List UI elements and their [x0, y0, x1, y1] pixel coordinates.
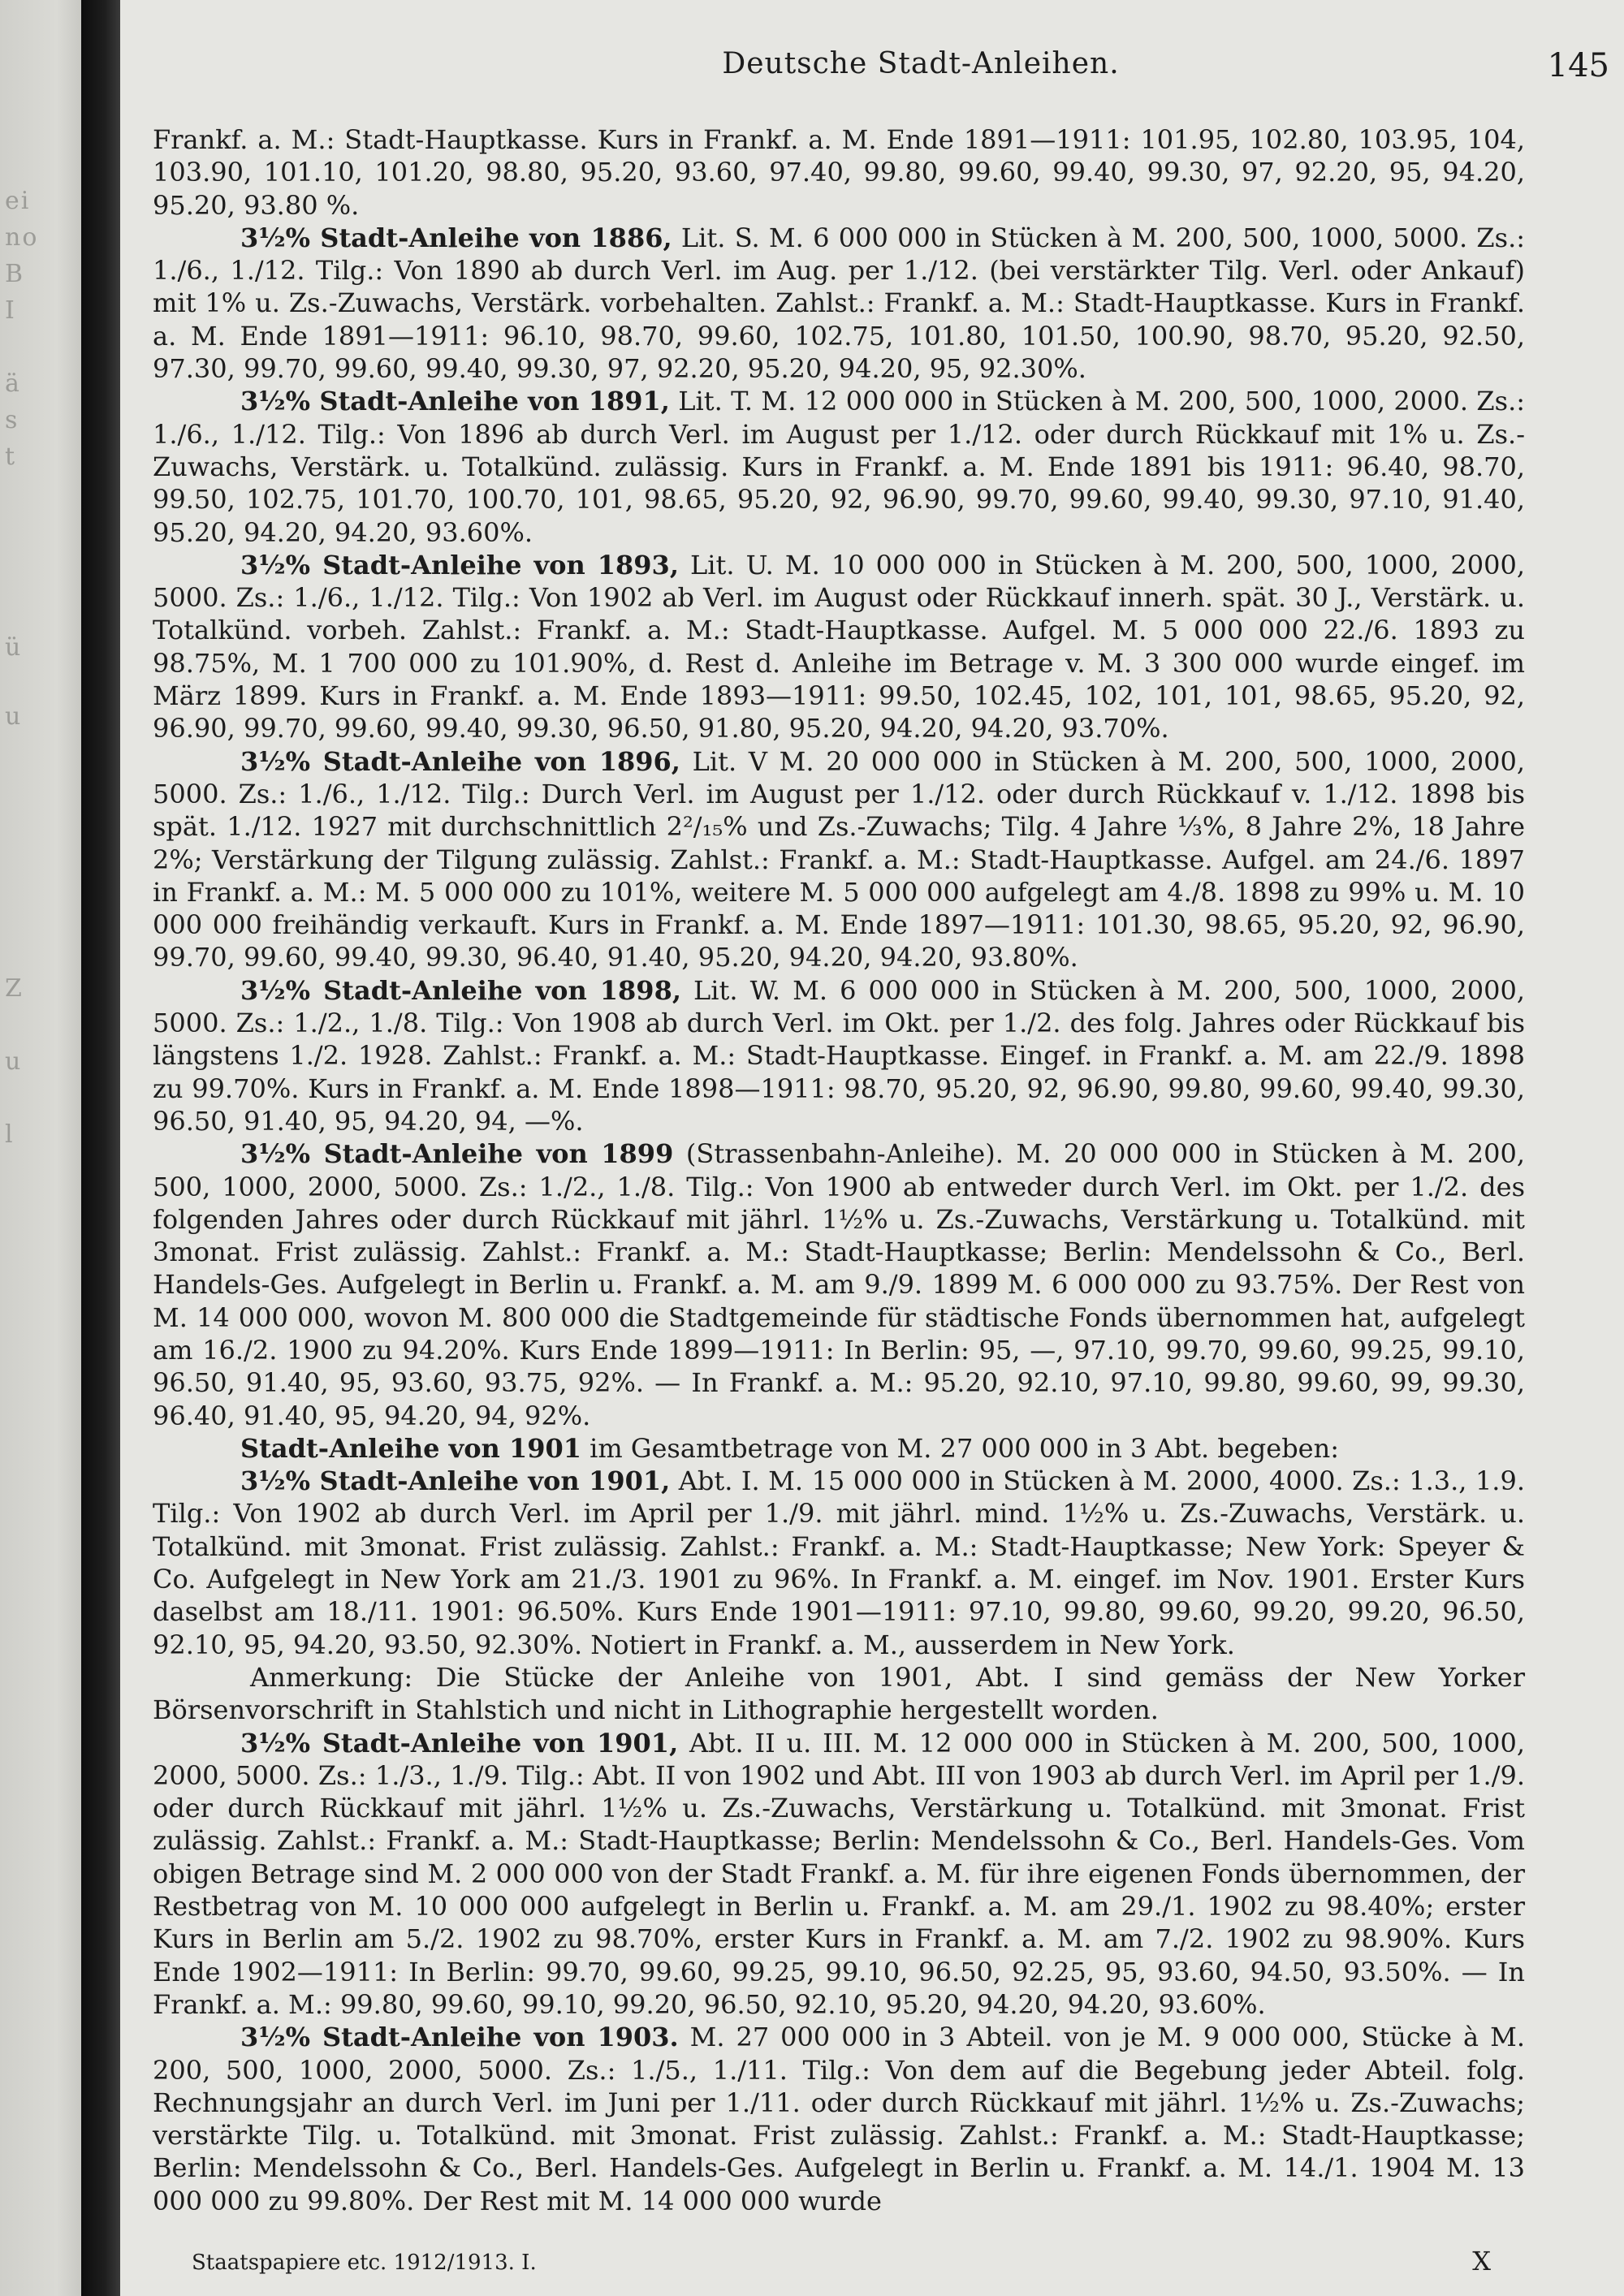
- entry-text: Frankf. a. M.: Stadt-Hauptkasse. Kurs in Frankf. a. M. Ende 1891—1911: 101.95, 102.80, 103.95, 104, 103.90, 101.10, 101.20, 98.80, 95.20, 93.60, 97.40, 99.80, 99.60, 99.40, 99.30, 97, 92.20, 95, 94.20, 95.20, 93.80 %.: [153, 124, 1525, 221]
- entry-anleihe-1896: [153, 745, 1525, 974]
- page-number: 145: [1547, 47, 1609, 84]
- entry-text: M. 27 000 000 in 3 Abteil. von je M. 9 000 000, Stücke à M. 200, 500, 1000, 2000, 5000. Zs.: 1./5., 1./11. Tilg.: Von dem auf die Begebung jeder Abteil. folg. Rechnungsjahr an durch Verl. im Juni per 1./11. oder durch Rückkauf mit jährl. 1½% u. Zs.-Zuwachs; verstärkte Tilg. u. Totalkünd. mit 3monat. Frist zulässig. Zahlst.: Frankf. a. M.: Stadt-Hauptkasse; Berlin: Mendelssohn & Co., Berl. Handels-Ges. Aufgelegt in Berlin u. Frankf. a. M. 14./1. 1904 M. 13 000 000 zu 99.80%. Der Rest mit M. 14 000 000 wurde: [153, 2022, 1526, 2216]
- adjacent-page-bleed: u: [5, 1047, 23, 1076]
- book-spine-shadow: [81, 0, 120, 2296]
- adjacent-page-bleed: I: [5, 296, 16, 325]
- entry-text: (Strassenbahn-Anleihe). M. 20 000 000 in Stücken à M. 200, 500, 1000, 2000, 5000. Zs.: 1./2., 1./8. Tilg.: Von 1900 ab entweder durch Verl. im Okt. per 1./2. des folgenden Jahres oder durch Rückkauf mit jährl. 1½% u. Zs.-Zuwachs, Verstärkung u. Totalkünd. mit 3monat. Frist zulässig. Zahlst.: Frankf. a. M.: Stadt-Hauptkasse; Berlin: Mendelssohn & Co., Berl. Handels-Ges. Aufgelegt in Berlin u. Frankf. a. M. am 9./9. 1899 M. 6 000 000 zu 93.75%. Der Rest von M. 14 000 000, wovon M. 800 000 die Stadtgemeinde für städtische Fonds übernommen hat, aufgelegt am 16./2. 1900 zu 94.20%. Kurs Ende 1899—1911: In Berlin: 95, —, 97.10, 99.70, 99.60, 99.25, 99.10, 96.50, 91.40, 95, 93.60, 93.75, 92%. — In Frankf. a. M.: 95.20, 92.10, 97.10, 99.80, 99.60, 99, 99.30, 96.40, 91.40, 95, 94.20, 94, 92%.: [153, 1138, 1526, 1431]
- entry-heading: 3½% Stadt-Anleihe von 1891,: [240, 386, 670, 417]
- adjacent-page-bleed: B: [5, 260, 25, 288]
- signature-mark: X: [1472, 2246, 1491, 2277]
- adjacent-page-bleed: u: [5, 702, 23, 731]
- entry-heading: 3½% Stadt-Anleihe von 1893,: [240, 549, 679, 580]
- entry-heading: 3½% Stadt-Anleihe von 1901,: [240, 1727, 679, 1759]
- adjacent-page-bleed: ä: [5, 369, 21, 398]
- body-text: [153, 123, 1525, 2217]
- entry-text: Lit. V M. 20 000 000 in Stücken à M. 200, 500, 1000, 2000, 5000. Zs.: 1./6., 1./12. Tilg.: Durch Verl. im August per 1./12. oder durch Rückkauf v. 1./12. 1898 bis spät. 1./12. 1927 mit durchschnittlich 2²/₁₅% und Zs.-Zuwachs; Tilg. 4 Jahre ⅓%, 8 Jahre 2%, 18 Jahre 2%; Verstärkung der Tilgung zulässig. Zahlst.: Frankf. a. M.: Stadt-Hauptkasse. Aufgel. am 24./6. 1897 in Frankf. a. M.: M. 5 000 000 zu 101%, weitere M. 5 000 000 aufgelegt am 4./8. 1898 zu 99% u. M. 10 000 000 freihändig verkauft. Kurs in Frankf. a. M. Ende 1897—1911: 101.30, 98.65, 95.20, 92, 96.90, 99.70, 99.60, 99.40, 99.30, 96.40, 91.40, 95.20, 94.20, 94.20, 93.80%.: [153, 745, 1526, 973]
- entry-anleihe-1901-summary: [153, 1432, 1525, 1465]
- document-page: [120, 0, 1624, 2296]
- entry-anleihe-1901-abt-1: [153, 1465, 1525, 1661]
- adjacent-page-bleed: ei: [5, 187, 31, 215]
- adjacent-page-margin: [0, 0, 81, 2296]
- entry-heading: 3½% Stadt-Anleihe von 1899: [240, 1138, 674, 1170]
- note-anmerkung: [153, 1661, 1525, 1727]
- entry-text: Lit. T. M. 12 000 000 in Stücken à M. 200, 500, 1000, 2000. Zs.: 1./6., 1./12. Tilg.: Von 1896 ab durch Verl. im August per 1./12. oder durch Rückkauf mit 1% u. Zs.-Zuwachs, Verstärk. u. Totalkünd. zulässig. Kurs in Frankf. a. M. Ende 1891 bis 1911: 96.40, 98.70, 99.50, 102.75, 101.70, 100.70, 101, 98.65, 95.20, 92, 96.90, 99.70, 99.60, 99.40, 99.30, 97.10, 91.40, 95.20, 94.20, 94.20, 93.60%.: [153, 386, 1526, 548]
- adjacent-page-bleed: s: [5, 406, 19, 434]
- adjacent-page-bleed: ü: [5, 633, 23, 662]
- entry-anleihe-1886: [153, 222, 1525, 385]
- entry-text: Lit. W. M. 6 000 000 in Stücken à M. 200, 500, 1000, 2000, 5000. Zs.: 1./2., 1./8. Tilg.: Von 1908 ab durch Verl. im Okt. per 1./2. des folg. Jahres oder Rückkauf bis längstens 1./2. 1928. Zahlst.: Frankf. a. M.: Stadt-Hauptkasse. Eingef. in Frankf. a. M. am 22./9. 1898 zu 99.70%. Kurs in Frankf. a. M. Ende 1898—1911: 98.70, 95.20, 92, 96.90, 99.80, 99.60, 99.40, 99.30, 96.50, 91.40, 95, 94.20, 94, —%.: [153, 974, 1526, 1137]
- series-title: Staatspapiere etc. 1912/1913. I.: [192, 2251, 537, 2275]
- entry-text: Lit. S. M. 6 000 000 in Stücken à M. 200, 500, 1000, 5000. Zs.: 1./6., 1./12. Tilg.: Von 1890 ab durch Verl. im Aug. per 1./12. (bei verstärkter Tilg. Verl. oder Ankauf) mit 1% u. Zs.-Zuwachs, Verstärk. vorbehalten. Zahlst.: Frankf. a. M.: Stadt-Hauptkasse. Kurs in Frankf. a. M. Ende 1891—1911: 96.10, 98.70, 99.60, 102.75, 101.80, 101.50, 100.90, 98.70, 95.20, 92.50, 97.30, 99.70, 99.60, 99.40, 99.30, 97, 92.20, 95.20, 94.20, 95, 92.30%.: [153, 222, 1526, 385]
- running-title: Deutsche Stadt-Anleihen.: [722, 47, 1120, 80]
- entry-anleihe-1898: [153, 974, 1525, 1137]
- note-text: Anmerkung: Die Stücke der Anleihe von 1901, Abt. I sind gemäss der New Yorker Börsenvorschrift in Stahlstich und nicht in Lithographie hergestellt worden.: [153, 1661, 1525, 1726]
- adjacent-page-bleed: Z: [5, 974, 24, 1003]
- adjacent-page-bleed: l: [5, 1120, 15, 1149]
- entry-text: Lit. U. M. 10 000 000 in Stücken à M. 200, 500, 1000, 2000, 5000. Zs.: 1./6., 1./12. Tilg.: Von 1902 ab Verl. im August oder Rückkauf innerh. spät. 30 J., Verstärk. u. Totalkünd. vorbeh. Zahlst.: Frankf. a. M.: Stadt-Hauptkasse. Aufgel. M. 5 000 000 22./6. 1893 zu 98.75%, M. 1 700 000 zu 101.90%, d. Rest d. Anleihe im Betrage v. M. 3 300 000 wurde eingef. im März 1899. Kurs in Frankf. a. M. Ende 1893—1911: 99.50, 102.45, 102, 101, 101, 98.65, 95.20, 92, 96.90, 99.70, 99.60, 99.40, 99.30, 96.50, 91.80, 95.20, 94.20, 94.20, 93.70%.: [153, 549, 1526, 744]
- entry-continuation: [153, 123, 1525, 222]
- adjacent-page-bleed: no: [5, 223, 39, 252]
- entry-heading: Stadt-Anleihe von 1901: [240, 1432, 581, 1464]
- page-footer: [192, 2246, 1491, 2283]
- entry-heading: 3½% Stadt-Anleihe von 1903.: [240, 2022, 679, 2053]
- entry-heading: 3½% Stadt-Anleihe von 1898,: [240, 974, 681, 1006]
- entry-heading: 3½% Stadt-Anleihe von 1901,: [240, 1465, 671, 1497]
- entry-anleihe-1899: [153, 1137, 1525, 1432]
- entry-heading: 3½% Stadt-Anleihe von 1896,: [240, 745, 680, 777]
- entry-heading: 3½% Stadt-Anleihe von 1886,: [240, 222, 672, 253]
- entry-anleihe-1903: [153, 2021, 1525, 2217]
- entry-anleihe-1901-abt-2-3: [153, 1727, 1525, 2022]
- entry-text: Abt. I. M. 15 000 000 in Stücken à M. 2000, 4000. Zs.: 1.3., 1.9. Tilg.: Von 1902 ab durch Verl. im April per 1./9. mit jährl. mind. 1½% u. Zs.-Zuwachs, Verstärk. u. Totalkünd. mit 3monat. Frist zulässig. Zahlst.: Frankf. a. M.: Stadt-Hauptkasse; New York: Speyer & Co. Aufgelegt in New York am 21./3. 1901 zu 96%. In Frankf. a. M. eingef. im Nov. 1901. Erster Kurs daselbst am 18./11. 1901: 96.50%. Kurs Ende 1901—1911: 97.10, 99.80, 99.60, 99.20, 99.20, 96.50, 92.10, 95, 94.20, 93.50, 92.30%. Notiert in Frankf. a. M., ausserdem in New York.: [153, 1465, 1526, 1660]
- entry-text: Abt. II u. III. M. 12 000 000 in Stücken à M. 200, 500, 1000, 2000, 5000. Zs.: 1./3., 1./9. Tilg.: Abt. II von 1902 und Abt. III von 1903 ab durch Verl. im April per 1./9. oder durch Rückkauf mit jährl. 1½% u. Zs.-Zuwachs, Verstärkung u. Totalkünd. mit 3monat. Frist zulässig. Zahlst.: Frankf. a. M.: Stadt-Hauptkasse; Berlin: Mendelssohn & Co., Berl. Handels-Ges. Vom obigen Betrage sind M. 2 000 000 von der Stadt Frankf. a. M. für ihre eigenen Fonds übernommen, der Restbetrag von M. 10 000 000 aufgelegt in Berlin u. Frankf. a. M. am 29./1. 1902 zu 98.40%; erster Kurs in Berlin am 5./2. 1902 zu 98.70%, erster Kurs in Frankf. a. M. am 7./2. 1902 zu 98.90%. Kurs Ende 1902—1911: In Berlin: 99.70, 99.60, 99.25, 99.10, 96.50, 92.25, 95, 93.60, 94.50, 93.50%. — In Frankf. a. M.: 99.80, 99.60, 99.10, 99.20, 96.50, 92.10, 95.20, 94.20, 94.20, 93.60%.: [153, 1727, 1526, 2020]
- entry-anleihe-1893: [153, 549, 1525, 745]
- entry-anleihe-1891: [153, 385, 1525, 548]
- adjacent-page-bleed: t: [5, 442, 17, 471]
- entry-text: im Gesamtbetrage von M. 27 000 000 in 3 Abt. begeben:: [590, 1432, 1339, 1464]
- running-head: [120, 47, 1624, 96]
